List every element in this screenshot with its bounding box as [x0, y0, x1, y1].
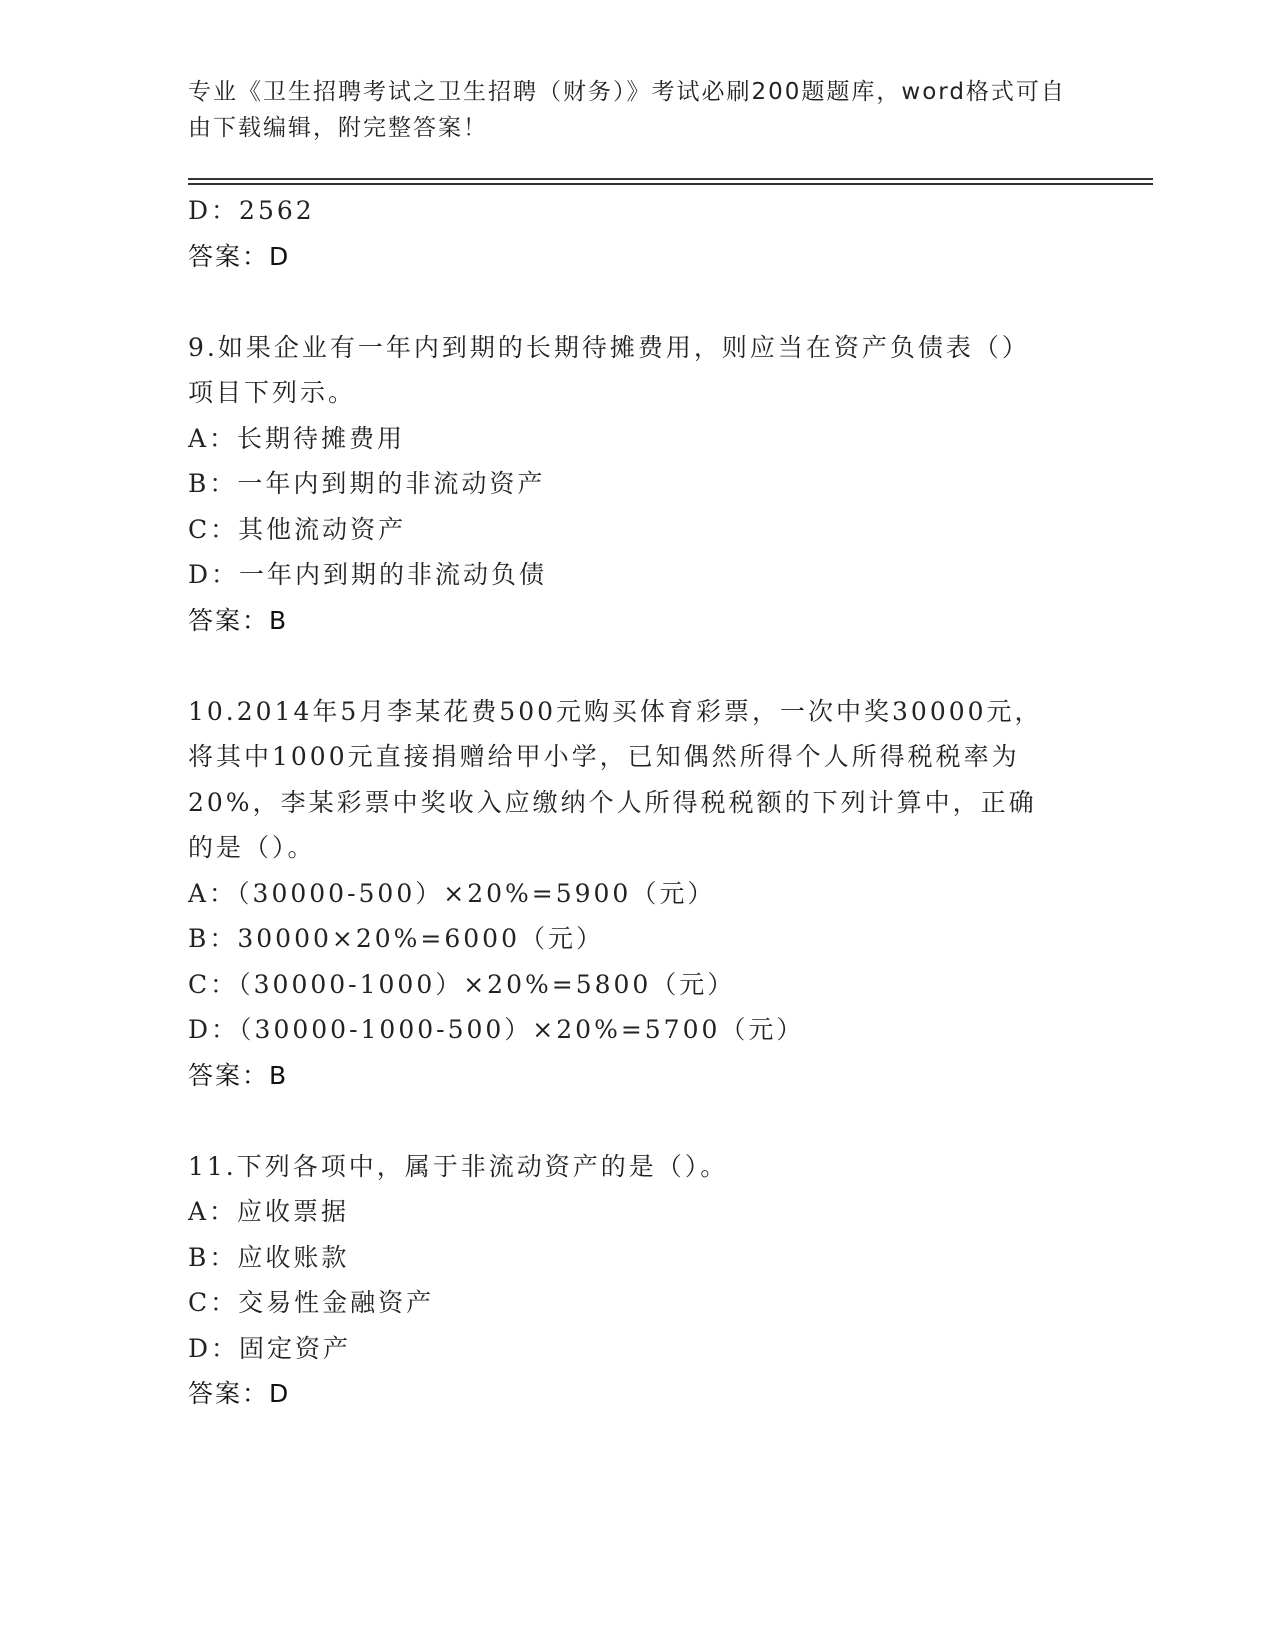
option-b: B：30000×20%=6000（元） — [188, 924, 604, 953]
document-header: 专业《卫生招聘考试之卫生招聘（财务）》考试必刷200题题库，word格式可自由下载编辑，附完整答案！ — [188, 79, 1066, 141]
option-d: D：一年内到期的非流动负债 — [188, 560, 548, 589]
question-10 — [188, 689, 1088, 1099]
question-text: 9.如果企业有一年内到期的长期待摊费用，则应当在资产负债表（）项目下列示。 — [188, 332, 1018, 407]
option-d: D：（30000-1000-500）×20%=5700（元） — [188, 1015, 805, 1044]
header-divider-bottom — [188, 183, 1153, 185]
option-a: A：应收票据 — [188, 1197, 350, 1226]
spacer — [188, 1098, 1088, 1144]
answer: 答案：B — [188, 605, 289, 635]
question-text: 10.2014年5月李某花费500元购买体育彩票，一次中奖30000元，将其中1000元直接捐赠给甲小学，已知偶然所得个人所得税税率为20%，李某彩票中奖收入应缴纳个人所得税税额的下列计算中，正确的是（）。 — [188, 696, 1043, 862]
option-c: C：（30000-1000）×20%=5800（元） — [188, 969, 736, 999]
spacer — [188, 279, 1088, 325]
option-c: C：其他流动资产 — [188, 514, 407, 544]
option-a: A：长期待摊费用 — [188, 423, 406, 453]
answer: 答案：D — [188, 1379, 291, 1408]
option-d: D：固定资产 — [188, 1333, 352, 1363]
option-b: B：应收账款 — [188, 1242, 350, 1272]
question-11 — [188, 1144, 1088, 1417]
prev-option-d: D：2562 — [188, 196, 315, 225]
option-c: C：交易性金融资产 — [188, 1288, 435, 1317]
question-9 — [188, 325, 1088, 644]
answer: 答案：B — [188, 1060, 289, 1090]
question-text: 11.下列各项中，属于非流动资产的是（）。 — [188, 1151, 729, 1181]
header-divider-top — [188, 178, 1153, 180]
spacer — [188, 643, 1088, 689]
option-b: B：一年内到期的非流动资产 — [188, 469, 546, 498]
question-list — [188, 188, 1088, 1417]
option-a: A：（30000-500）×20%=5900（元） — [188, 878, 716, 908]
prev-answer: 答案：D — [188, 241, 291, 271]
